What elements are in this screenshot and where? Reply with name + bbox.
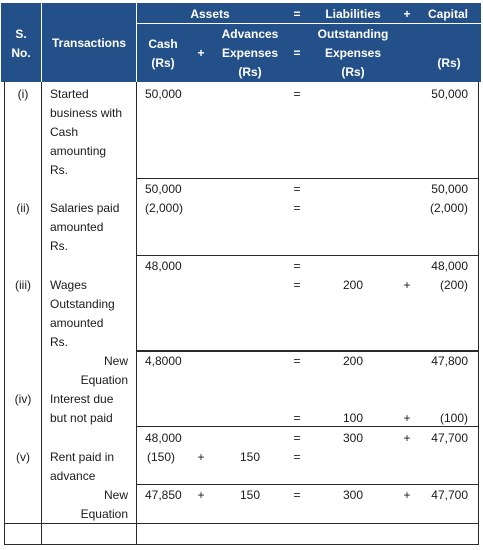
header-eq-2: = — [293, 46, 301, 60]
capital-value: 50,000 — [431, 182, 468, 196]
grid-line — [136, 255, 479, 256]
transaction-desc: Cash — [50, 125, 79, 139]
plus-sign: + — [197, 488, 205, 502]
transaction-desc: Rs. — [50, 163, 68, 177]
header-adv-1: Advances — [221, 27, 279, 41]
row-number: (ii) — [16, 201, 30, 215]
equals-sign: = — [293, 259, 301, 273]
header-out-3: (Rs) — [341, 65, 365, 79]
transaction-desc: New — [103, 354, 128, 368]
capital-value: 47,800 — [431, 354, 468, 368]
grid-line — [136, 178, 479, 179]
header-sno-1: S. — [15, 27, 27, 41]
header-divider — [136, 3, 137, 82]
header-liabilities: Liabilities — [325, 7, 381, 21]
advance-value: 150 — [239, 450, 261, 464]
capital-value: (2,000) — [429, 201, 468, 215]
equals-sign: = — [293, 182, 301, 196]
grid-line — [4, 544, 479, 545]
equals-sign: = — [293, 431, 301, 445]
header-assets: Assets — [190, 7, 230, 21]
equals-sign: = — [293, 87, 301, 101]
transaction-desc: Outstanding — [50, 297, 115, 311]
transaction-desc: advance — [50, 469, 96, 483]
advance-value: 150 — [239, 488, 261, 502]
plus-sign: + — [403, 278, 411, 292]
cash-value: 47,850 — [145, 488, 182, 502]
transaction-desc: but not paid — [50, 411, 113, 425]
grid-line — [136, 82, 137, 545]
transaction-desc: Rs. — [50, 335, 68, 349]
transaction-desc: Rs. — [50, 239, 68, 253]
plus-sign: + — [403, 488, 411, 502]
capital-value: 47,700 — [431, 488, 468, 502]
header-sno-2: No. — [11, 46, 31, 60]
header-eq: = — [293, 7, 301, 21]
transaction-desc: Rent paid in — [50, 450, 115, 464]
row-number: (v) — [16, 450, 30, 464]
equals-sign: = — [293, 201, 301, 215]
equals-sign: = — [293, 354, 301, 368]
plus-sign: + — [403, 411, 411, 425]
header-cap-2: (Rs) — [437, 56, 461, 70]
transaction-desc: Equation — [80, 373, 128, 387]
cash-value: 48,000 — [145, 431, 182, 445]
transaction-desc: Wages — [50, 278, 87, 292]
header-cash-2: (Rs) — [151, 56, 175, 70]
grid-line — [478, 82, 479, 545]
outstanding-value: 200 — [342, 354, 364, 368]
equals-sign: = — [293, 411, 301, 425]
equals-sign: = — [293, 278, 301, 292]
capital-value: 50,000 — [431, 87, 468, 101]
grid-line — [4, 82, 5, 545]
transaction-desc: business with — [50, 106, 123, 120]
header-plus: + — [403, 7, 411, 21]
header-out-2: Expenses — [324, 46, 382, 60]
outstanding-value: 100 — [342, 411, 364, 425]
grid-line — [41, 82, 42, 545]
capital-value: 48,000 — [431, 259, 468, 273]
transaction-desc: amounted — [50, 220, 104, 234]
transaction-desc: Equation — [80, 507, 128, 521]
outstanding-value: 200 — [342, 278, 364, 292]
equals-sign: = — [293, 450, 301, 464]
transaction-desc: Interest due — [50, 392, 114, 406]
transaction-desc: New — [103, 488, 128, 502]
transaction-desc: amounted — [50, 316, 104, 330]
row-number: (iii) — [15, 278, 31, 292]
capital-value: 47,700 — [431, 431, 468, 445]
grid-line — [136, 484, 479, 485]
cash-value: 4,8000 — [145, 354, 182, 368]
transaction-desc: Started — [50, 87, 89, 101]
equals-sign: = — [293, 488, 301, 502]
row-number: (i) — [17, 87, 29, 101]
transaction-desc: Salaries paid — [50, 201, 120, 215]
header-transactions: Transactions — [51, 36, 127, 50]
header-cash-1: Cash — [148, 37, 178, 51]
header-capital: Capital — [427, 7, 468, 21]
cash-value: 48,000 — [145, 259, 182, 273]
plus-sign: + — [403, 431, 411, 445]
outstanding-value: 300 — [342, 488, 364, 502]
transaction-desc: amounting — [50, 144, 107, 158]
cash-value: (150) — [147, 450, 176, 464]
header-adv-3: (Rs) — [238, 65, 262, 79]
capital-value: (100) — [439, 411, 468, 425]
cash-value: 50,000 — [145, 182, 182, 196]
cash-value: 50,000 — [145, 87, 182, 101]
plus-sign: + — [197, 450, 205, 464]
capital-value: (200) — [439, 278, 468, 292]
row-number: (iv) — [14, 392, 32, 406]
header-adv-2: Expenses — [221, 46, 279, 60]
header-out-1: Outstanding — [317, 27, 389, 41]
cash-value: (2,000) — [145, 201, 184, 215]
header-plus-2: + — [197, 46, 205, 60]
outstanding-value: 300 — [342, 431, 364, 445]
